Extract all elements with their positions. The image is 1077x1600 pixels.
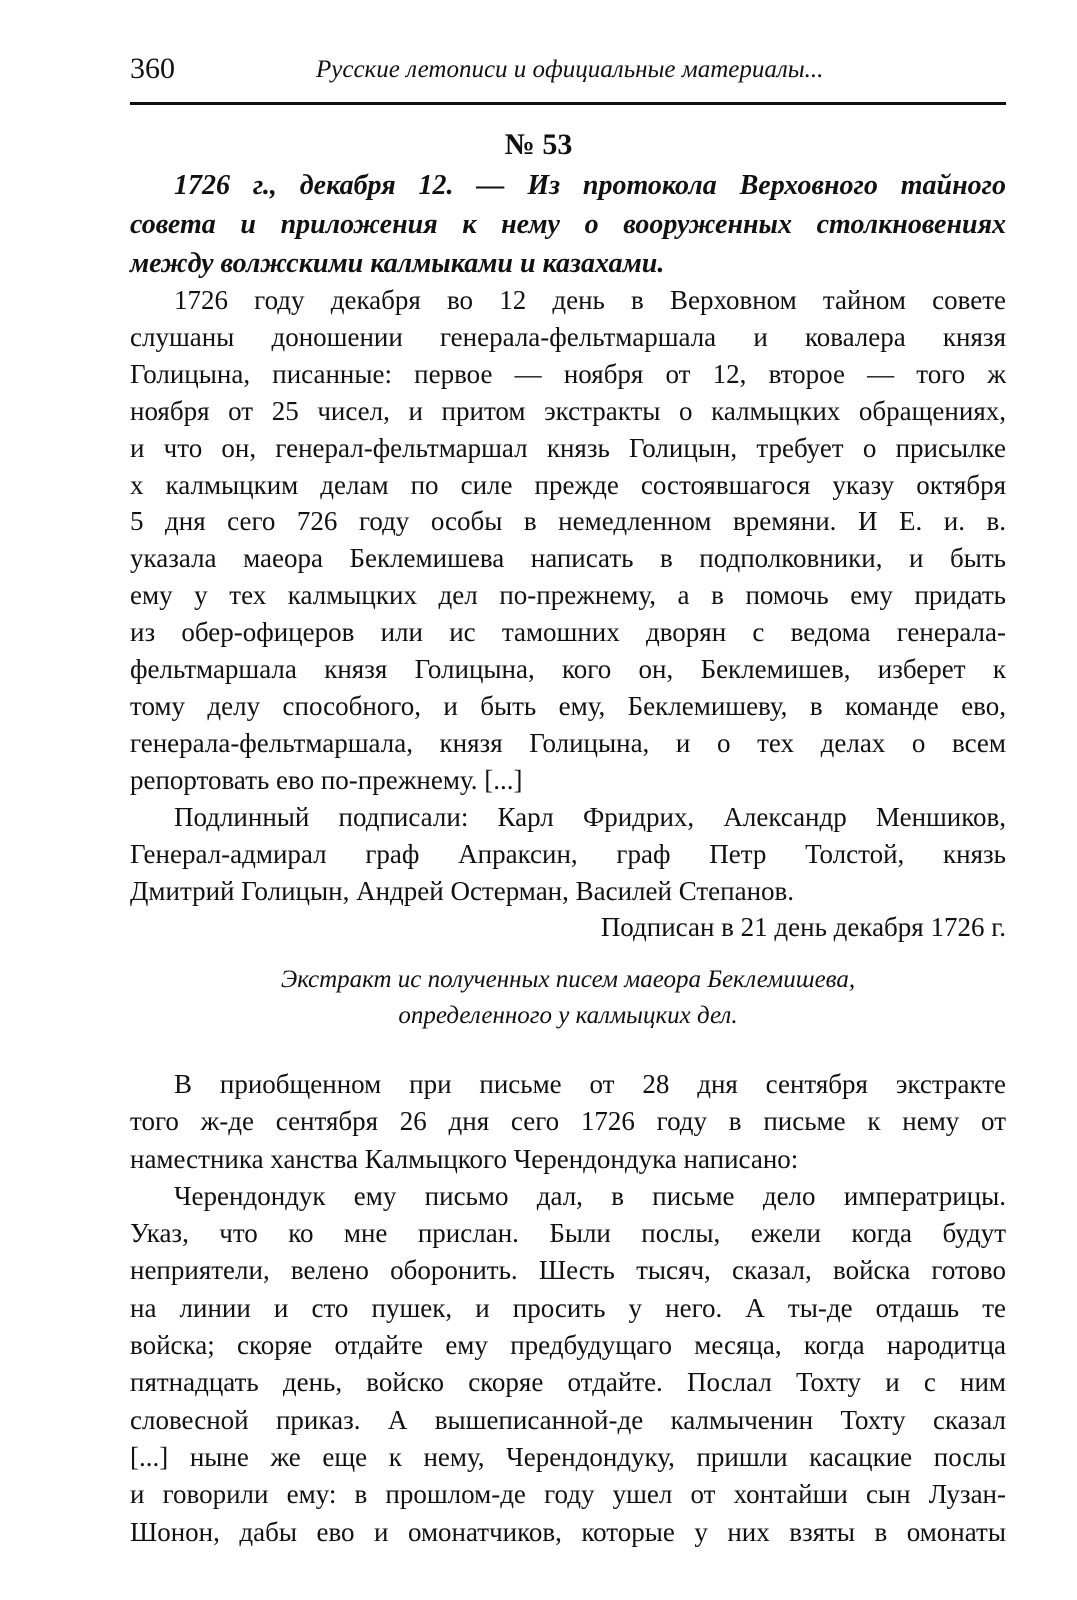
text-line: указала маеора Беклемишева написать в подполковники, и быть bbox=[130, 543, 1006, 574]
extract-subtitle bbox=[130, 962, 1006, 1034]
header-rule bbox=[130, 102, 1006, 105]
text-line: Указ, что ко мне прислан. Были послы, ежели когда будут bbox=[130, 1218, 1006, 1249]
protocol-text bbox=[130, 282, 1006, 946]
heading-line: совета и приложения к нему о вооруженных столкновениях bbox=[130, 209, 1006, 240]
text-line: ему у тех калмыцких дел по-прежнему, а в помочь ему придать bbox=[130, 580, 1006, 611]
text-line: ноября от 25 чисел, и притом экстракты о калмыцких обращениях, bbox=[130, 395, 1006, 426]
page-header bbox=[130, 52, 1006, 92]
document-number: № 53 bbox=[504, 128, 573, 161]
text-line: Шонон, дабы ево и омонатчиков, которые у них взяты в омонаты bbox=[130, 1516, 1006, 1547]
subtitle-line: определенного у калмыцких дел. bbox=[398, 1002, 738, 1029]
text-line: тому делу способного, и быть ему, Беклемишеву, в команде ево, bbox=[130, 690, 1006, 721]
text-line: словесной приказ. А вышеписанной-де калмыченин Тохту сказал bbox=[130, 1404, 1006, 1435]
text-line: х калмыцким делам по силе прежде состоявшагося указу октября bbox=[130, 469, 1006, 500]
subtitle-line: Экстракт ис полученных писем маеора Беклемишева, bbox=[280, 966, 856, 993]
text-line: 5 дня сего 726 году особы в немедленном времяни. И Е. и. в. bbox=[130, 506, 1006, 537]
signatures-line: Генерал-адмирал граф Апраксин, граф Петр Толстой, князь bbox=[130, 838, 1006, 869]
text-line: из обер-офицеров или ис тамошних дворян с ведома генерала- bbox=[130, 617, 1006, 648]
text-line: войска; скоряе отдайте ему предбудущаго месяца, когда народитца bbox=[130, 1330, 1006, 1361]
text-line: [...] ныне же еще к нему, Черендондуку, пришли касацкие послы bbox=[130, 1441, 1006, 1472]
text-line: и что он, генерал-фельтмаршал князь Голицын, требует о присылке bbox=[130, 432, 1006, 463]
text-line: репортовать ево по-прежнему. [...] bbox=[130, 764, 523, 795]
text-line: генерала-фельтмаршала, князя Голицына, и о тех делах о всем bbox=[130, 727, 1006, 758]
document-heading bbox=[130, 166, 1006, 283]
text-line: неприятели, велено оборонить. Шесть тысяч, сказал, войска готово bbox=[130, 1255, 1006, 1286]
heading-line: между волжскими калмыками и казахами. bbox=[130, 248, 665, 279]
text-line: наместника ханства Калмыцкого Черендондука написано: bbox=[130, 1143, 799, 1174]
heading-line: 1726 г., декабря 12. — Из протокола Верховного тайного bbox=[174, 170, 1006, 201]
running-title: Русские летописи и официальные материалы... bbox=[316, 56, 824, 83]
text-line: слушаны доношении генерала-фельтмаршала и ковалера князя bbox=[130, 321, 1006, 352]
text-line: Голицына, писанные: первое — ноября от 12, второе — того ж bbox=[130, 358, 1006, 389]
text-line: пятнадцать день, войско скоряе отдайте. Послал Тохту и с ним bbox=[130, 1367, 1006, 1398]
signatures-line: Подлинный подписали: Карл Фридрих, Александр Меншиков, bbox=[174, 801, 1006, 832]
text-line: Черендондук ему письмо дал, в письме дело императрицы. bbox=[174, 1180, 1006, 1211]
text-line: и говорили ему: в прошлом-де году ушел от хонтайши сын Лузан- bbox=[130, 1479, 1006, 1510]
text-line: В приобщенном при письме от 28 дня сентября экстракте bbox=[174, 1069, 1006, 1099]
extract-text bbox=[130, 1066, 1006, 1551]
text-line: на линии и сто пушек, и просить у него. А ты-де отдашь те bbox=[130, 1292, 1006, 1323]
text-line: фельтмаршала князя Голицына, кого он, Беклемишев, изберет к bbox=[130, 654, 1006, 685]
signed-date: Подписан в 21 день декабря 1726 г. bbox=[600, 912, 1006, 943]
page-number: 360 bbox=[130, 52, 175, 85]
text-line: 1726 году декабря во 12 день в Верховном тайном совете bbox=[174, 285, 1006, 315]
signatures-line: Дмитрий Голицын, Андрей Остерман, Василей Степанов. bbox=[130, 875, 795, 906]
text-line: того ж-де сентября 26 дня сего 1726 году в письме к нему от bbox=[130, 1106, 1006, 1137]
